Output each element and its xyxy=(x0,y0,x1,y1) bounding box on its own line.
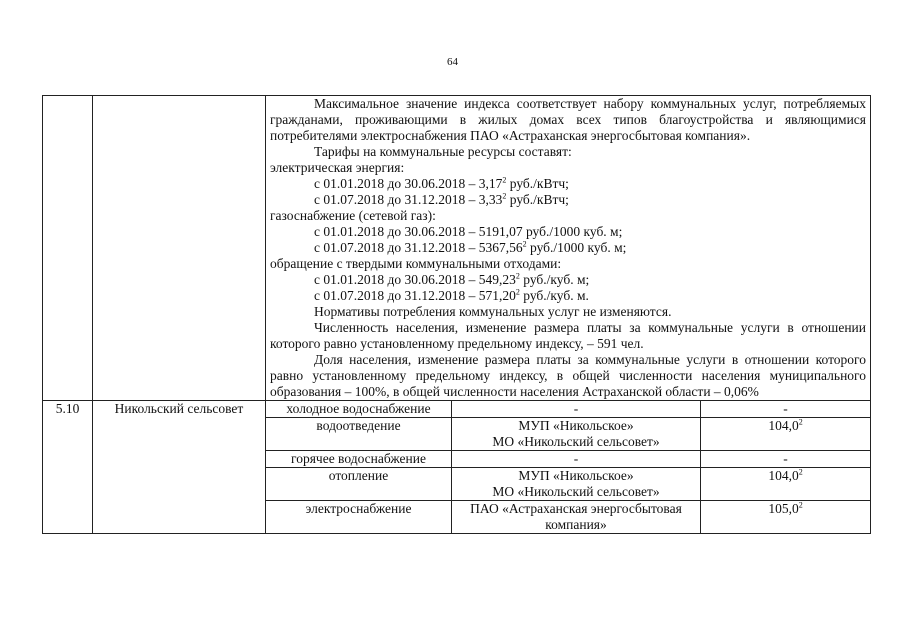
waste-tariff-1-unit: руб./куб. м; xyxy=(519,272,590,287)
electricity-tariff-2-footnote: 2 xyxy=(502,191,507,201)
paragraph-population: Численность населения, изменение размера платы за коммунальные услуги в отношении которого равно установленному предельному индексу, – 591 чел. xyxy=(270,320,866,351)
service-name: холодное водоснабжение xyxy=(266,401,452,418)
index-footnote: 2 xyxy=(798,467,803,477)
waste-tariff-2-text: с 01.07.2018 до 31.12.2018 – 571,20 xyxy=(314,288,516,303)
provider-line: МУП «Никольское» xyxy=(518,468,634,483)
section-number: 5.10 xyxy=(43,401,93,534)
index-footnote: 2 xyxy=(798,417,803,427)
index-number: 104,0 xyxy=(768,468,799,483)
provider-line: МО «Никольский сельсовет» xyxy=(492,434,660,449)
index-value: - xyxy=(701,401,871,418)
electricity-label: электрическая энергия: xyxy=(270,160,405,175)
provider-cell xyxy=(452,418,701,451)
table-row xyxy=(43,401,871,418)
service-name: горячее водоснабжение xyxy=(266,451,452,468)
electricity-tariff-1-footnote: 2 xyxy=(502,175,507,185)
page-number: 64 xyxy=(447,56,458,68)
provider-cell xyxy=(452,468,701,501)
index-footnote: 2 xyxy=(798,500,803,510)
index-number: 105,0 xyxy=(768,501,799,516)
provider-line: ПАО «Астраханская энергосбытовая xyxy=(470,501,682,516)
provider-line: МУП «Никольское» xyxy=(518,418,634,433)
gas-tariff-2 xyxy=(270,240,866,256)
gas-label: газоснабжение (сетевой газ): xyxy=(270,208,436,223)
gas-tariff-2-unit: руб./1000 куб. м; xyxy=(526,240,627,255)
paragraph-max-index: Максимальное значение индекса соответствует набору коммунальных услуг, потребляемых гражданами, проживающими в жилых домах всех типов благоустройства и являющимися потребителями электроснабжения ПАО «Астраханская энергосбытовая компания». xyxy=(270,96,866,143)
waste-tariff-2-unit: руб./куб. м. xyxy=(519,288,589,303)
service-name: водоотведение xyxy=(266,418,452,451)
electricity-tariff-1-text: с 01.01.2018 до 30.06.2018 – 3,17 xyxy=(314,176,503,191)
provider-cell xyxy=(452,401,701,418)
index-table xyxy=(42,95,871,534)
waste-tariff-1-footnote: 2 xyxy=(515,271,520,281)
description-cell xyxy=(266,96,871,401)
paragraph-norms: Нормативы потребления коммунальных услуг не изменяются. xyxy=(314,304,672,319)
index-value xyxy=(701,501,871,534)
gas-tariff-1: с 01.01.2018 до 30.06.2018 – 5191,07 руб./1000 куб. м; xyxy=(314,224,623,239)
electricity-tariff-1 xyxy=(270,176,866,192)
electricity-tariff-2-unit: руб./кВтч; xyxy=(506,192,569,207)
provider-line: - xyxy=(573,451,579,466)
service-name: отопление xyxy=(266,468,452,501)
electricity-tariff-2-text: с 01.07.2018 до 31.12.2018 – 3,33 xyxy=(314,192,503,207)
provider-cell xyxy=(452,501,701,534)
electricity-tariff-2 xyxy=(270,192,866,208)
index-value xyxy=(701,468,871,501)
empty-name-cell xyxy=(93,96,266,401)
index-value: - xyxy=(701,451,871,468)
waste-tariff-1-text: с 01.01.2018 до 30.06.2018 – 549,23 xyxy=(314,272,516,287)
electricity-tariff-1-unit: руб./кВтч; xyxy=(506,176,569,191)
gas-tariff-2-text: с 01.07.2018 до 31.12.2018 – 5367,56 xyxy=(314,240,523,255)
municipality-name: Никольский сельсовет xyxy=(93,401,266,534)
empty-number-cell xyxy=(43,96,93,401)
provider-line: МО «Никольский сельсовет» xyxy=(492,484,660,499)
provider-cell xyxy=(452,451,701,468)
waste-tariff-1 xyxy=(270,272,866,288)
gas-tariff-2-footnote: 2 xyxy=(522,239,527,249)
waste-label: обращение с твердыми коммунальными отходами: xyxy=(270,256,562,271)
index-number: 104,0 xyxy=(768,418,799,433)
waste-tariff-2-footnote: 2 xyxy=(515,287,520,297)
provider-line: компания» xyxy=(545,517,607,532)
paragraph-share: Доля населения, изменение размера платы за коммунальные услуги в отношении которого равно установленному предельному индексу, в общей численности населения муниципального образования – 100%, в общей численности населения Астраханской области – 0,06% xyxy=(270,352,866,399)
waste-tariff-2 xyxy=(270,288,866,304)
index-value xyxy=(701,418,871,451)
service-name: электроснабжение xyxy=(266,501,452,534)
provider-line: - xyxy=(573,401,579,416)
paragraph-tariffs-intro: Тарифы на коммунальные ресурсы составят: xyxy=(314,144,572,159)
text-row xyxy=(43,96,871,401)
